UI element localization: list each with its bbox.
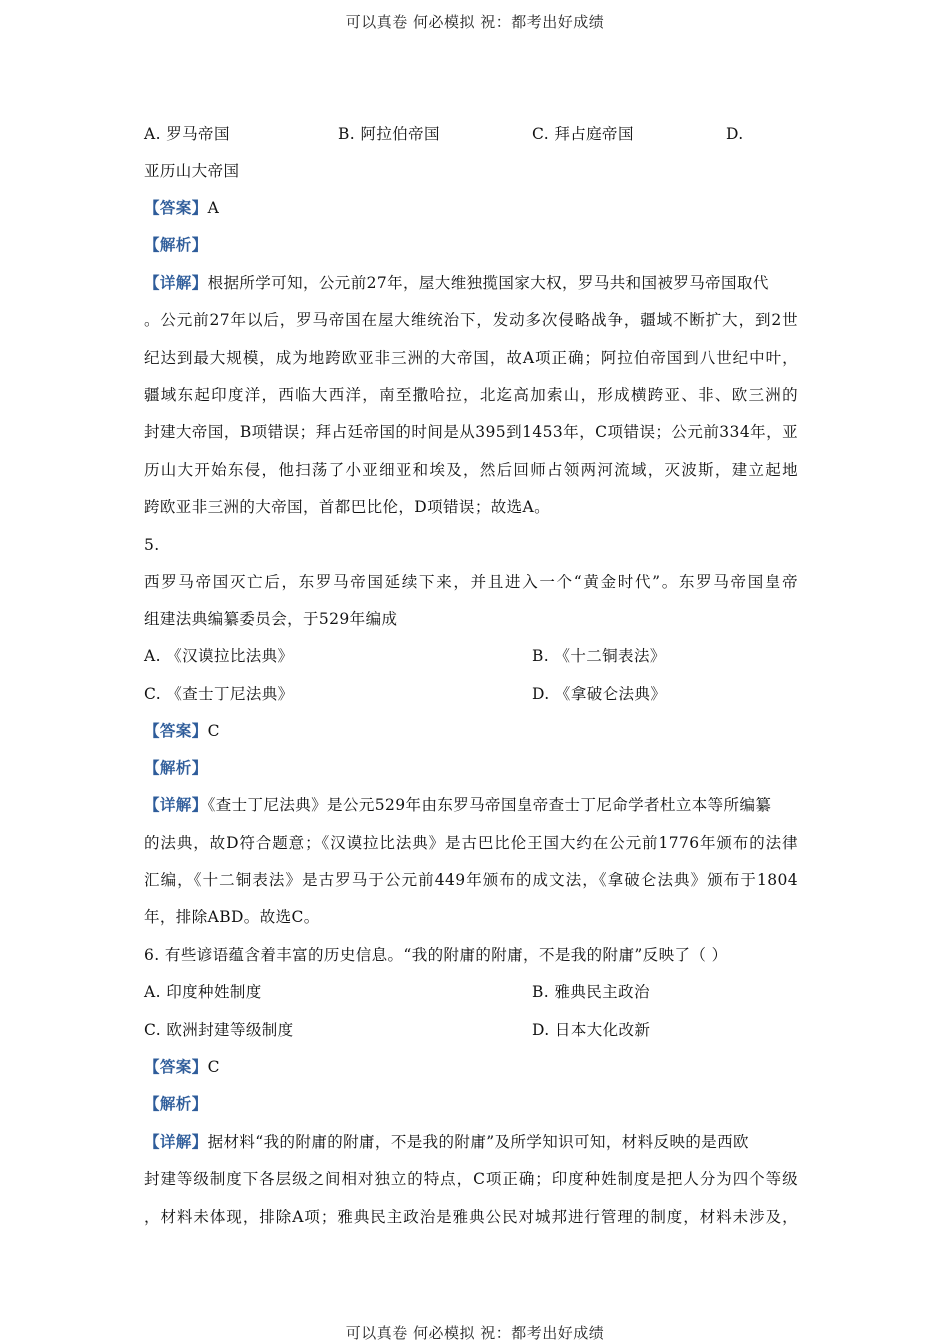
detail-text: 据材料“我的附庸的附庸，不是我的附庸”及所学知识可知，材料反映的是西欧 — [207, 1133, 749, 1151]
q5-detail-line: 的法典，故D符合题意；《汉谟拉比法典》是古巴比伦王国大约在公元前1776年颁布的法律 — [144, 834, 798, 852]
q6-detail-line: ，材料未体现，排除A项；雅典民主政治是雅典公民对城邦进行管理的制度，材料未涉及， — [144, 1208, 798, 1226]
q5-option-b: B. 《十二铜表法》 — [532, 647, 666, 665]
q4-detail-line: 疆域东起印度洋，西临大西洋，南至撒哈拉，北迄高加索山，形成横跨亚、非、欧三洲的 — [144, 386, 798, 404]
q4-detail-line: 纪达到最大规模，成为地跨欧亚非三洲的大帝国，故A项正确；阿拉伯帝国到八世纪中叶， — [144, 349, 798, 367]
detail-tag: 【详解】 — [144, 1132, 208, 1151]
answer-tag: 【答案】 — [144, 198, 208, 217]
q6-detail-line — [144, 1132, 749, 1152]
q4-detail-line: 跨欧亚非三洲的大帝国，首都巴比伦，D项错误；故选A。 — [144, 498, 551, 516]
q5-option-a: A. 《汉谟拉比法典》 — [144, 647, 294, 665]
page-footer: 可以真卷 何必模拟 祝：都考出好成绩 — [345, 1324, 605, 1342]
answer-tag: 【答案】 — [144, 1057, 208, 1076]
q5-stem-line: 组建法典编纂委员会，于529年编成 — [144, 610, 398, 628]
q6-option-a: A. 印度种姓制度 — [144, 983, 262, 1001]
q6-analysis-tag — [144, 1094, 208, 1114]
q4-analysis-tag — [144, 235, 208, 255]
q4-option-a: A. 罗马帝国 — [144, 125, 230, 143]
detail-tag: 【详解】 — [144, 273, 208, 292]
answer-value: C — [207, 1058, 220, 1076]
q4-detail-line: 封建大帝国，B项错误；拜占廷帝国的时间是从395到1453年，C项错误；公元前334年，亚 — [144, 423, 798, 441]
q5-detail-line: 汇编，《十二铜表法》是古罗马于公元前449年颁布的成文法，《拿破仑法典》颁布于1804 — [144, 871, 798, 889]
q6-option-d: D. 日本大化改新 — [532, 1021, 651, 1039]
q4-option-d-text: 亚历山大帝国 — [144, 162, 240, 180]
detail-tag: 【详解】 — [144, 795, 208, 814]
answer-value: C — [207, 722, 220, 740]
q5-answer — [144, 721, 220, 741]
q6-option-b: B. 雅典民主政治 — [532, 983, 650, 1001]
q4-detail-line: 。公元前27年以后，罗马帝国在屋大维统治下，发动多次侵略战争，疆域不断扩大，到2世 — [144, 311, 798, 329]
q6-detail-line: 封建等级制度下各层级之间相对独立的特点，C项正确；印度种姓制度是把人分为四个等级 — [144, 1170, 798, 1188]
q6-option-c: C. 欧洲封建等级制度 — [144, 1021, 294, 1039]
analysis-tag: 【解析】 — [144, 235, 208, 254]
detail-text: 《查士丁尼法典》是公元529年由东罗马帝国皇帝查士丁尼命学者杜立本等所编纂 — [207, 796, 772, 814]
q5-analysis-tag — [144, 758, 208, 778]
q4-option-d: D. — [726, 125, 744, 143]
q4-detail-line: 历山大开始东侵，他扫荡了小亚细亚和埃及，然后回师占领两河流域，灭波斯，建立起地 — [144, 461, 798, 479]
q5-option-c: C. 《查士丁尼法典》 — [144, 685, 294, 703]
q6-answer — [144, 1057, 220, 1077]
analysis-tag: 【解析】 — [144, 1094, 208, 1113]
q5-stem-line: 西罗马帝国灭亡后，东罗马帝国延续下来，并且进入一个“黄金时代”。东罗马帝国皇帝 — [144, 573, 798, 591]
answer-value: A — [207, 199, 220, 217]
q5-detail-line: 年，排除ABD。故选C。 — [144, 908, 320, 926]
q6-stem: 6. 有些谚语蕴含着丰富的历史信息。“我的附庸的附庸，不是我的附庸”反映了（ ） — [144, 946, 728, 964]
q4-answer — [144, 198, 219, 218]
analysis-tag: 【解析】 — [144, 758, 208, 777]
q5-detail-line — [144, 795, 771, 815]
page-header: 可以真卷 何必模拟 祝：都考出好成绩 — [345, 13, 605, 31]
q4-option-c: C. 拜占庭帝国 — [532, 125, 634, 143]
q4-detail-line — [144, 273, 769, 293]
q5-option-d: D. 《拿破仑法典》 — [532, 685, 667, 703]
answer-tag: 【答案】 — [144, 721, 208, 740]
q5-number: 5. — [144, 536, 160, 554]
detail-text: 根据所学可知，公元前27年，屋大维独揽国家大权，罗马共和国被罗马帝国取代 — [207, 274, 769, 292]
q4-option-b: B. 阿拉伯帝国 — [338, 125, 440, 143]
